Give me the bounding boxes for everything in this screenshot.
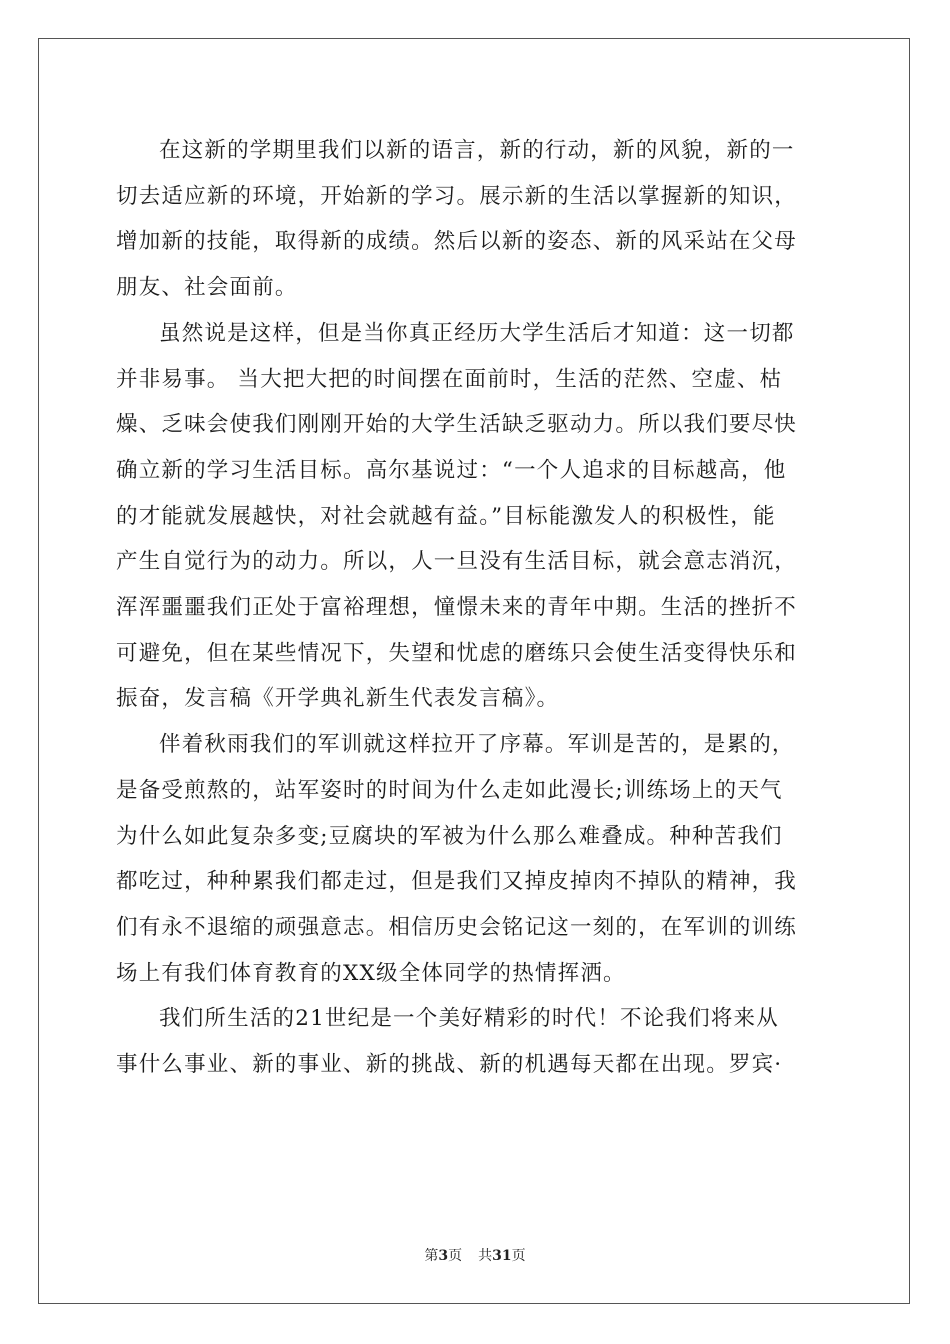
current-page-number: 3	[438, 1248, 449, 1264]
total-suffix: 页	[511, 1248, 526, 1264]
total-prefix: 共	[478, 1248, 493, 1264]
paragraph-new-semester: 在这新的学期里我们以新的语言，新的行动，新的风貌，新的一 切去适应新的环境，开始新的学习。展示新的生活以掌握新的知识， 增加新的技能，取得新的成绩。然后以新的姿态、新的风采站在父母 朋友、社会面前。	[116, 138, 798, 301]
paragraph-life-goals: 虽然说是这样，但是当你真正经历大学生活后才知道：这一切都 并非易事。 当大把大把的时间摆在面前时，生活的茫然、空虚、枯 燥、乏味会使我们刚刚开始的大学生活缺乏驱动力。所以我们要尽快 确立新的学习生活目标。高尔基说过：“一个人追求的目标越高，他 的才能就发展越快，对社会就越有益。”目标能激发人的积极性，能 产生自觉行为的动力。所以，人一旦没有生活目标，就会意志消沉， 浑浑噩噩我们正处于富裕理想，憧憬未来的青年中期。生活的挫折不 可避免，但在某些情况下，失望和忧虑的磨练只会使生活变得快乐和 振奋，发言稿《开学典礼新生代表发言稿》。	[116, 320, 798, 712]
document-body	[116, 128, 836, 1088]
paragraph-military-training: 伴着秋雨我们的军训就这样拉开了序幕。军训是苦的，是累的， 是备受煎熬的，站军姿时的时间为什么走如此漫长;训练场上的天气 为什么如此复杂多变;豆腐块的军被为什么那么难叠成。种种苦我们 都吃过，种种累我们都走过，但是我们又掉皮掉肉不掉队的精神，我 们有永不退缩的顽强意志。相信历史会铭记这一刻的，在军训的训练 场上有我们体育教育的XX级全体同学的热情挥洒。	[116, 732, 798, 986]
total-page-count: 31	[492, 1248, 512, 1264]
page-suffix: 页	[448, 1248, 463, 1264]
paragraph-21st-century: 我们所生活的21世纪是一个美好精彩的时代！不论我们将来从 事什么事业、新的事业、新的挑战、新的机遇每天都在出现。罗宾·	[116, 1006, 783, 1078]
page-prefix: 第	[424, 1248, 439, 1264]
page-number-footer	[0, 1246, 950, 1266]
